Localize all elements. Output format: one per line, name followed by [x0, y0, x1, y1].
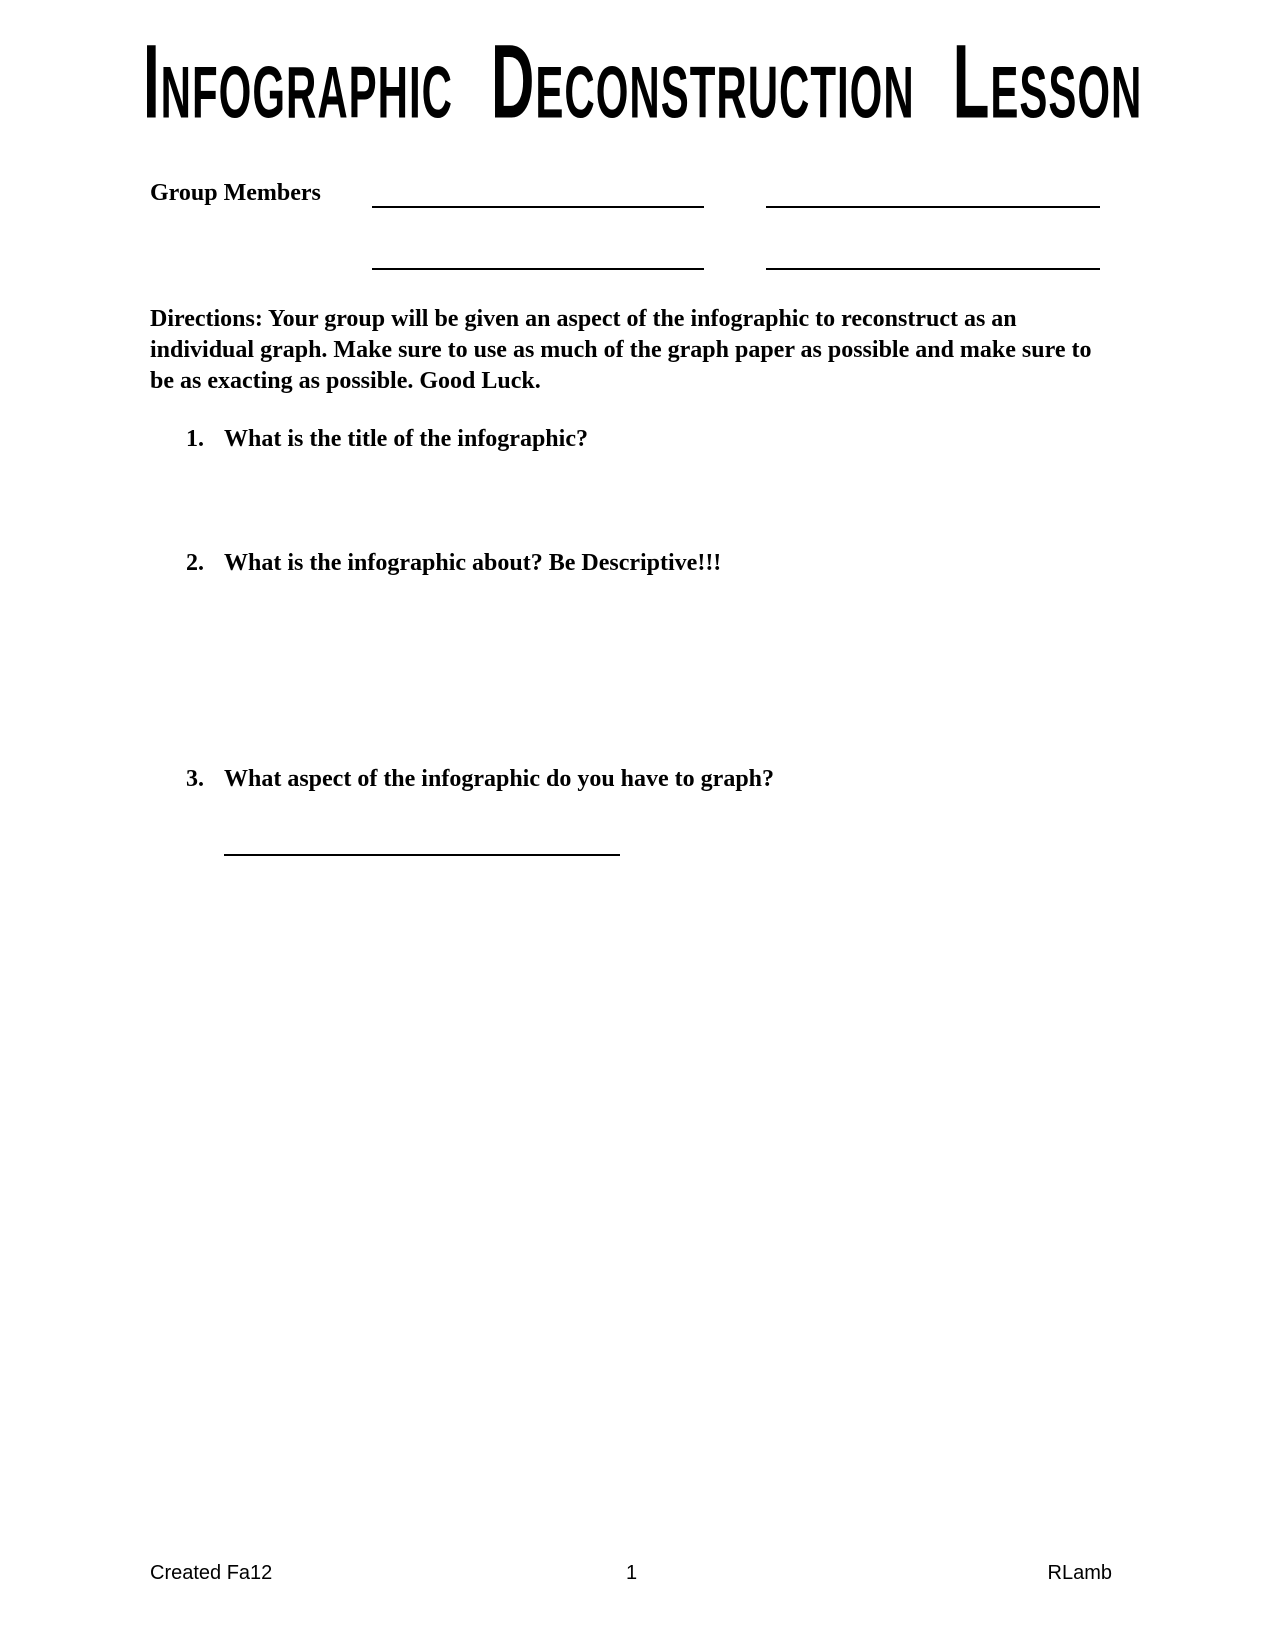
- question-3: [186, 766, 774, 793]
- title-word: Infographic: [143, 23, 454, 141]
- directions-text: Directions: Your group will be given an aspect of the infographic to reconstruct as an individual graph. Make sure to use as much of the graph paper as possible and make sure to be as exacting as possible. Good Luck.: [150, 306, 1092, 394]
- footer-left: Created Fa12: [150, 1562, 273, 1584]
- footer-page-number: 1: [626, 1562, 638, 1584]
- question-1: [186, 426, 588, 453]
- question-number: 1.: [186, 426, 204, 452]
- title-word: Lesson: [952, 23, 1143, 141]
- group-member-blank-4[interactable]: [766, 268, 1100, 270]
- question-number: 2.: [186, 550, 204, 576]
- group-members-label: Group Members: [150, 180, 321, 206]
- group-member-blank-3[interactable]: [372, 268, 704, 270]
- question-text: What is the infographic about? Be Descriptive!!!: [224, 550, 722, 576]
- question-3-answer-blank[interactable]: [224, 854, 620, 856]
- footer-right: RLamb: [1047, 1562, 1112, 1584]
- group-member-blank-1[interactable]: [372, 206, 704, 208]
- group-member-blank-2[interactable]: [766, 206, 1100, 208]
- question-2: [186, 550, 721, 577]
- question-number: 3.: [186, 766, 204, 792]
- question-text: What is the title of the infographic?: [224, 426, 588, 452]
- title-word: Deconstruction: [491, 23, 915, 141]
- question-text: What aspect of the infographic do you have to graph?: [224, 766, 775, 792]
- page-title: [143, 23, 1143, 240]
